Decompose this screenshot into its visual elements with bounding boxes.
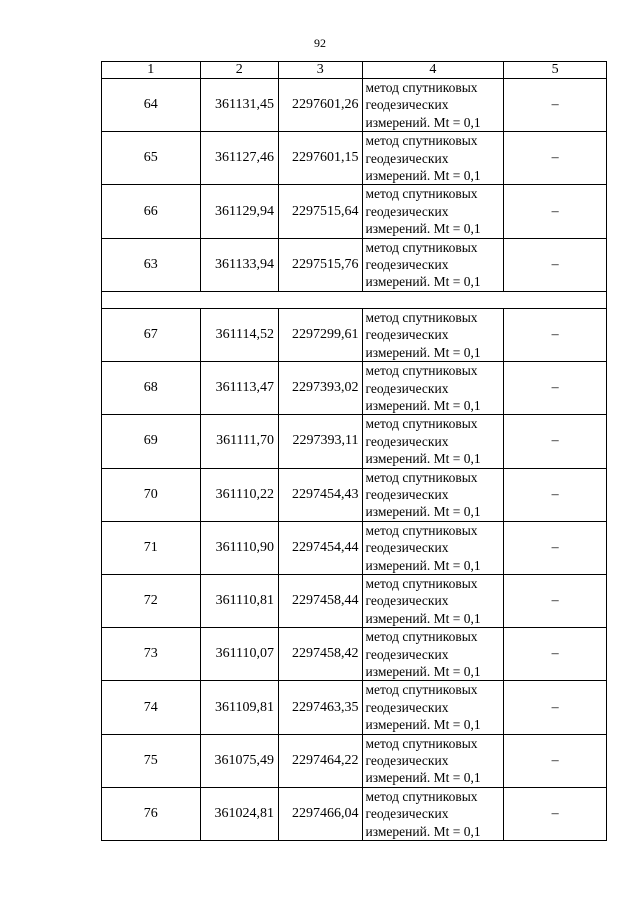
point-number-cell: 71	[102, 521, 201, 574]
y-coordinate-cell: 2297464,22	[279, 734, 362, 787]
coordinates-table	[101, 61, 607, 841]
table-row	[102, 574, 607, 627]
point-number-cell: 68	[102, 362, 201, 415]
y-coordinate-cell: 2297601,15	[279, 132, 362, 185]
table-row	[102, 132, 607, 185]
x-coordinate-cell: 361129,94	[200, 185, 278, 238]
x-coordinate-cell: 361113,47	[200, 362, 278, 415]
note-cell: –	[504, 415, 607, 468]
table-row	[102, 628, 607, 681]
point-number-cell: 64	[102, 79, 201, 132]
note-cell: –	[504, 521, 607, 574]
note-cell: –	[504, 468, 607, 521]
y-coordinate-cell: 2297463,35	[279, 681, 362, 734]
y-coordinate-cell: 2297515,64	[279, 185, 362, 238]
y-coordinate-cell: 2297299,61	[279, 308, 362, 361]
point-number-cell: 65	[102, 132, 201, 185]
group-separator-row	[102, 291, 607, 308]
header-cell-5: 5	[504, 62, 607, 79]
method-cell: метод спутниковых геодезических измерений. Mt = 0,1	[362, 362, 504, 415]
point-number-cell: 67	[102, 308, 201, 361]
method-cell: метод спутниковых геодезических измерений. Mt = 0,1	[362, 628, 504, 681]
note-cell: –	[504, 362, 607, 415]
note-cell: –	[504, 681, 607, 734]
table-row	[102, 79, 607, 132]
method-cell: метод спутниковых геодезических измерений. Mt = 0,1	[362, 415, 504, 468]
table-row	[102, 238, 607, 291]
table-row	[102, 468, 607, 521]
method-cell: метод спутниковых геодезических измерений. Mt = 0,1	[362, 734, 504, 787]
table-row	[102, 787, 607, 840]
table-row	[102, 308, 607, 361]
table-row	[102, 521, 607, 574]
y-coordinate-cell: 2297458,44	[279, 574, 362, 627]
method-cell: метод спутниковых геодезических измерений. Mt = 0,1	[362, 468, 504, 521]
note-cell: –	[504, 574, 607, 627]
note-cell: –	[504, 238, 607, 291]
note-cell: –	[504, 185, 607, 238]
table-body	[102, 79, 607, 841]
method-cell: метод спутниковых геодезических измерений. Mt = 0,1	[362, 132, 504, 185]
x-coordinate-cell: 361111,70	[200, 415, 278, 468]
table-row	[102, 681, 607, 734]
group-separator-cell	[102, 291, 607, 308]
note-cell: –	[504, 787, 607, 840]
y-coordinate-cell: 2297454,43	[279, 468, 362, 521]
note-cell: –	[504, 734, 607, 787]
x-coordinate-cell: 361131,45	[200, 79, 278, 132]
method-cell: метод спутниковых геодезических измерений. Mt = 0,1	[362, 521, 504, 574]
y-coordinate-cell: 2297466,04	[279, 787, 362, 840]
point-number-cell: 76	[102, 787, 201, 840]
note-cell: –	[504, 628, 607, 681]
point-number-cell: 75	[102, 734, 201, 787]
header-cell-1: 1	[102, 62, 201, 79]
x-coordinate-cell: 361109,81	[200, 681, 278, 734]
y-coordinate-cell: 2297393,11	[279, 415, 362, 468]
x-coordinate-cell: 361114,52	[200, 308, 278, 361]
method-cell: метод спутниковых геодезических измерений. Mt = 0,1	[362, 681, 504, 734]
x-coordinate-cell: 361133,94	[200, 238, 278, 291]
x-coordinate-cell: 361110,81	[200, 574, 278, 627]
table-row	[102, 185, 607, 238]
point-number-cell: 70	[102, 468, 201, 521]
page-number: 92	[314, 36, 326, 50]
x-coordinate-cell: 361024,81	[200, 787, 278, 840]
point-number-cell: 74	[102, 681, 201, 734]
method-cell: метод спутниковых геодезических измерений. Mt = 0,1	[362, 79, 504, 132]
y-coordinate-cell: 2297515,76	[279, 238, 362, 291]
method-cell: метод спутниковых геодезических измерений. Mt = 0,1	[362, 574, 504, 627]
point-number-cell: 66	[102, 185, 201, 238]
method-cell: метод спутниковых геодезических измерений. Mt = 0,1	[362, 787, 504, 840]
header-cell-4: 4	[362, 62, 504, 79]
point-number-cell: 72	[102, 574, 201, 627]
x-coordinate-cell: 361110,90	[200, 521, 278, 574]
header-cell-3: 3	[279, 62, 362, 79]
method-cell: метод спутниковых геодезических измерений. Mt = 0,1	[362, 308, 504, 361]
note-cell: –	[504, 79, 607, 132]
table-row	[102, 362, 607, 415]
point-number-cell: 63	[102, 238, 201, 291]
table-header-row	[102, 62, 607, 79]
method-cell: метод спутниковых геодезических измерений. Mt = 0,1	[362, 185, 504, 238]
table-row	[102, 415, 607, 468]
x-coordinate-cell: 361127,46	[200, 132, 278, 185]
y-coordinate-cell: 2297458,42	[279, 628, 362, 681]
x-coordinate-cell: 361110,07	[200, 628, 278, 681]
point-number-cell: 69	[102, 415, 201, 468]
y-coordinate-cell: 2297601,26	[279, 79, 362, 132]
x-coordinate-cell: 361075,49	[200, 734, 278, 787]
y-coordinate-cell: 2297454,44	[279, 521, 362, 574]
method-cell: метод спутниковых геодезических измерений. Mt = 0,1	[362, 238, 504, 291]
x-coordinate-cell: 361110,22	[200, 468, 278, 521]
header-cell-2: 2	[200, 62, 278, 79]
note-cell: –	[504, 132, 607, 185]
y-coordinate-cell: 2297393,02	[279, 362, 362, 415]
point-number-cell: 73	[102, 628, 201, 681]
note-cell: –	[504, 308, 607, 361]
table-row	[102, 734, 607, 787]
